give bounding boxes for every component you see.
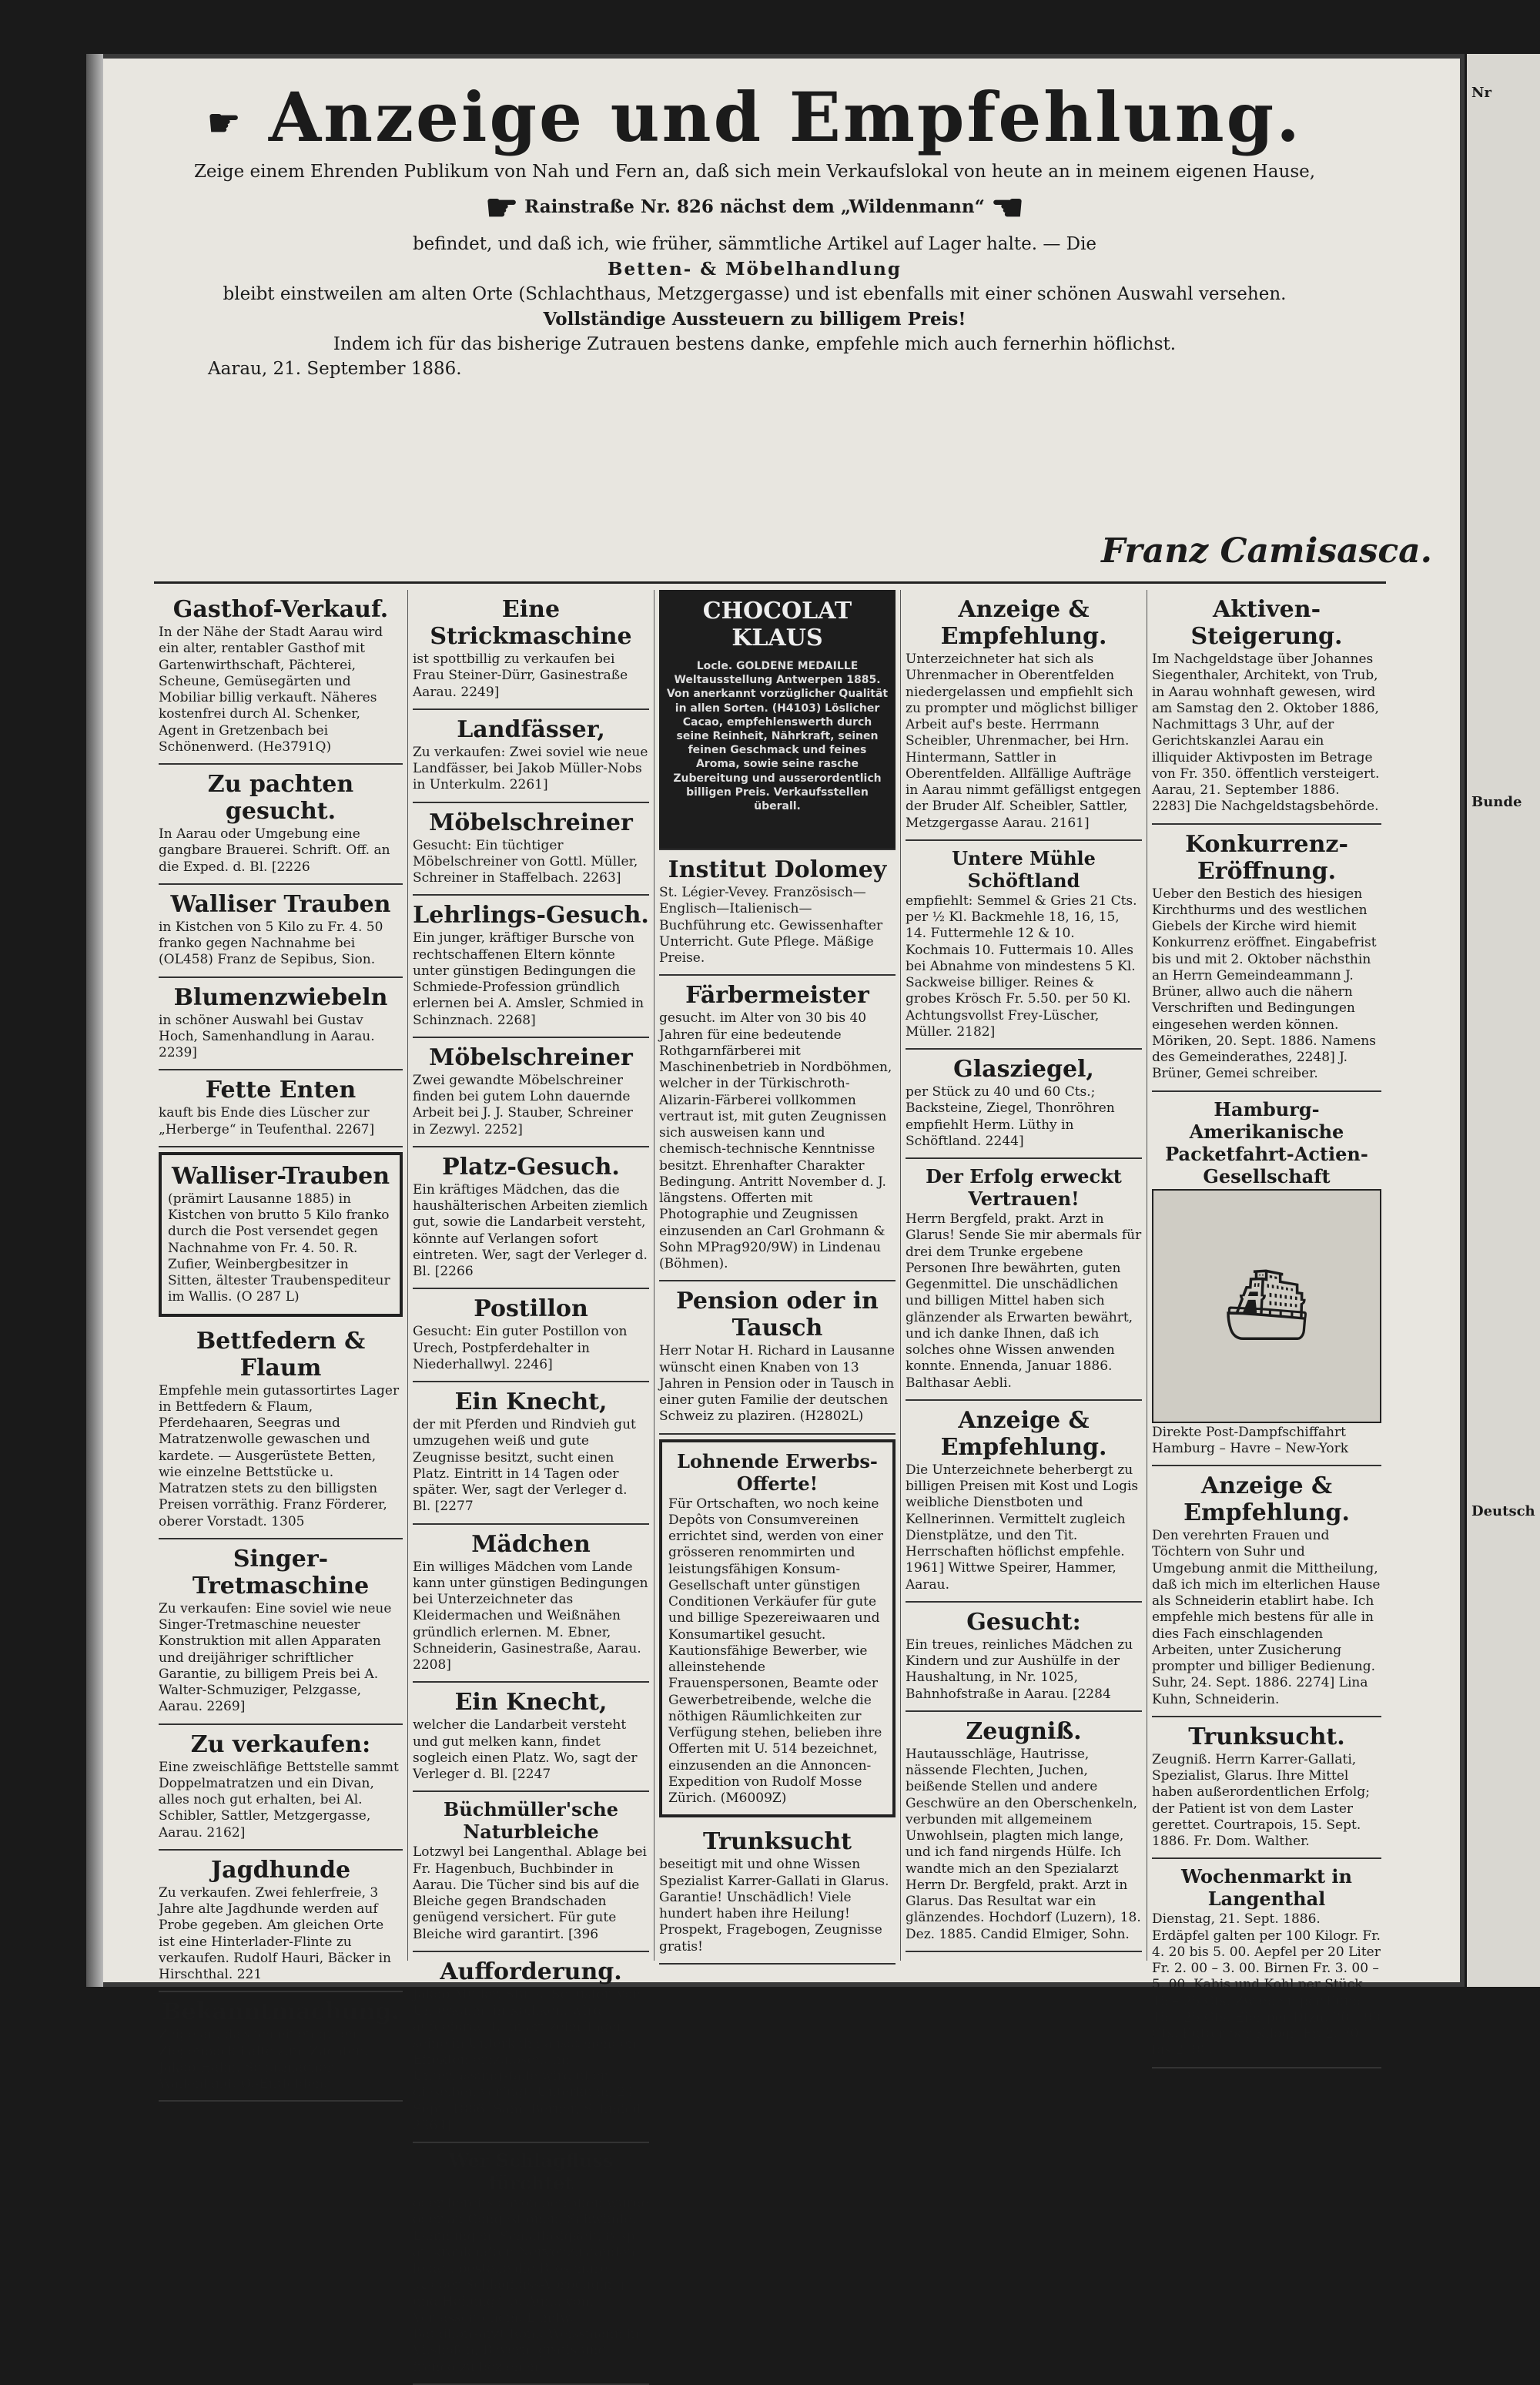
adjacent-page-text: Deutsch	[1471, 1503, 1535, 1519]
classified-ad	[413, 1382, 649, 1525]
classified-ad	[413, 2143, 649, 2385]
ad-title: Postillon	[474, 1295, 588, 1323]
classified-ad	[159, 1539, 403, 1725]
classified-ad	[1152, 590, 1381, 825]
column-4	[901, 590, 1147, 1961]
ad-title: Singer-Tretmaschine	[192, 1545, 370, 1599]
ad-text: Empfehle mein gutassortirtes Lager in Bettfedern & Flaum, Pferdehaaren, Seegras und Matratzenwolle gewaschen und kardete. — Ausgerüstete Betten, wie einzelne Bettstücke u. Matratzen stets zu den billigsten Preisen vorräthig. Franz Förderer, oberer Vorstadt. 1305	[159, 1382, 400, 1529]
header-place-date: Aarau, 21. September 1886.	[208, 359, 462, 379]
header-business: Betten- & Möbelhandlung	[608, 259, 902, 280]
ad-title: Gesucht:	[966, 1608, 1081, 1636]
header-line3: bleibt einstweilen am alten Orte (Schlachthaus, Metzgergasse) und ist ebenfalls mit einer schönen Auswahl versehen.	[223, 284, 1287, 304]
ad-title: Anzeige & Empfehlung.	[940, 1406, 1107, 1461]
header-line1: Zeige einem Ehrenden Publikum von Nah und Fern an, daß sich mein Verkaufslokal von heute an in meinem eigenen Hause,	[193, 162, 1316, 182]
classifieds-grid	[154, 581, 1386, 2375]
ad-text: Ein junger, kräftiger Bursche von rechtschaffenen Eltern könnte unter günstigen Bedingungen die Schmiede-Profession gründlich erlernen bei A. Amsler, Schmied in Schinznach. 2268]	[413, 930, 644, 1028]
ad-title: Der Erfolg erweckt Vertrauen!	[926, 1165, 1122, 1210]
classified-ad	[159, 1725, 403, 1851]
header-line2: befindet, und daß ich, wie früher, sämmtliche Artikel auf Lager halte. — Die	[412, 234, 1097, 254]
classified-ad	[159, 1152, 403, 1317]
ad-title: Wochenmarkt in Langenthal	[1180, 1865, 1352, 1911]
ad-title: Färbermeister	[685, 982, 869, 1010]
classified-ad	[413, 1038, 649, 1147]
ad-text: gesucht. im Alter von 30 bis 40 Jahren für eine bedeutende Rothgarnfärberei mit Maschinenbetrieb in Nordböhmen, welcher in der Türkischroth-Alizarin-Färberei vollkommen vertraut ist, mit guten Zeugnissen sich ausweisen kann und chemisch-technische Kenntnisse besitzt. Ehrenhafter Charakter Bedingung. Antritt November d. J. längstens. Offerten mit Photographie und Zeugnissen einzusenden an Carl Grohmann & Sohn MPrag920/9W) in Lindenau (Böhmen).	[659, 1010, 892, 1271]
ad-text: Zwei gewandte Möbelschreiner finden bei gutem Lohn dauernde Arbeit bei J. J. Stauber, Schreiner in Zezwyl. 2252]	[413, 1072, 633, 1137]
classified-ad	[906, 1401, 1142, 1603]
ad-text: Herr Notar H. Richard in Lausanne wünscht einen Knaben von 13 Jahren in Pension oder in Tausch in einer guten Familie der deutschen Schweiz zu plaziren. (H2802L)	[659, 1343, 896, 1425]
ad-text: Ein williges Mädchen vom Lande kann unter günstigen Bedingungen bei Unterzeichneter das Kleidermachen und Weißnähen gründlich erlernen. M. Ebner, Schneiderin, Gasinestraße, Aarau. 2208]	[413, 1559, 648, 1673]
ad-text: Gesucht: Ein tüchtiger Möbelschreiner von Gottl. Müller, Schreiner in Staffelbach. 2263]	[413, 837, 638, 886]
classified-ad	[1152, 1717, 1381, 1860]
ad-title: Walliser Trauben	[170, 890, 391, 918]
header-line4: Indem ich für das bisherige Zutrauen bestens danke, empfehle mich auch fernerhin höflichst.	[333, 334, 1177, 354]
ad-text: Locle. GOLDENE MEDAILLE Weltausstellung Antwerpen 1885. Von anerkannt vorzüglicher Qualität in allen Sorten. (H4103) Löslicher Cacao, empfehlenswerth durch seine Reinheit, Nährkraft, seinen feinen Geschmack und feines Aroma, sowie seine rasche Zubereitung und ausserordentlich billigen Preis. Verkaufsstellen überall.	[666, 660, 889, 812]
classified-ad	[159, 590, 403, 765]
classified-ad	[906, 590, 1142, 841]
header-slogan: Vollständige Aussteuern zu billigem Preis!	[543, 309, 966, 330]
ad-title: Büchmüller'sche Naturbleiche	[444, 1798, 618, 1844]
ad-text: Die Unterzeichnete beherbergt zu billigen Preisen mit Kost und Logis weibliche Dienstboten und Kellnerinnen. Vermittelt zugleich Dienstplätze, und den Tit. Herrschaften höflichst empfehle. 1961] Wittwe Speirer, Hammer, Aarau.	[906, 1462, 1139, 1593]
classified-ad	[159, 978, 403, 1071]
classified-ad	[413, 896, 649, 1038]
header-title: ☛ Anzeige und Empfehlung.	[207, 77, 1302, 157]
ad-title: Anzeige & Empfehlung.	[940, 596, 1107, 650]
ad-title: Bekanntmachung.	[162, 1998, 400, 2026]
classified-ad	[1152, 1092, 1381, 1467]
ad-text: St. Légier-Vevey. Französisch—Englisch—Italienisch—Buchführung etc. Gewissenhafter Unterricht. Gute Pflege. Mäßige Preise.	[659, 885, 883, 966]
ad-text: beseitigt mit und ohne Wissen Spezialist Karrer-Gallati in Glarus. Garantie! Unschädlich! Viele hundert haben ihre Heilung! Prospekt, Fragebogen, Zeugnisse gratis!	[659, 1857, 889, 1955]
ad-title: Zeugniß.	[966, 1717, 1082, 1745]
classified-ad	[159, 1321, 403, 1539]
ad-text: In der Nähe der Stadt Aarau wird ein alter, rentabler Gasthof mit Gartenwirthschaft, Pächterei, Scheune, Gemüsegärten und Mobiliar billig verkauft. Näheres kostenfrei durch Al. Schenker, Agent in Gretzenbach bei Schönenwerd. (He3791Q)	[159, 625, 383, 755]
classified-ad	[413, 1289, 649, 1382]
ad-text: Herrn Bergfeld, prakt. Arzt in Glarus! Sende Sie mir abermals für drei dem Trunke ergebene Personen Ihre bewährten, guten Gegenmittel. Die unschädlichen und billigen Mittel haben sich glänzender als Erwarten bewährt, und ich danke Ihnen, daß ich solches ohne Wissen anwenden konnte. Ennenda, Januar 1886. Balthasar Aebli.	[906, 1211, 1142, 1391]
ad-title: Trunksucht	[703, 1828, 852, 1856]
adjacent-page-text: Bunde	[1471, 794, 1522, 810]
ad-text: empfiehlt: Semmel & Gries 21 Cts. per ½ Kl. Backmehle 18, 16, 15, 14. Futtermehle 12 & 10. Kochmais 10. Futtermais 10. Alles bei Abnahme von mindestens 5 Kl. Sackweise billiger. Reines & grobes Krösch Fr. 5.50. per 50 Kl. Achtungsvollst Frey-Lüscher, Müller. 2182]	[906, 893, 1137, 1040]
ad-text: Ein kräftiges Mädchen, das die haushälterischen Arbeiten ziemlich gut, sowie die Landarbeit versteht, könnte auf Verlangen sofort eintreten. Wer, sagt der Verleger d. Bl. [2266	[413, 1181, 648, 1279]
book-spine	[86, 54, 103, 1987]
ad-title: CHOCOLAT KLAUS	[702, 598, 852, 652]
ad-text: Gesucht: Ein guter Postillon von Urech, Postpferdehalter in Niederhallwyl. 2246]	[413, 1324, 628, 1372]
ad-text: in schöner Auswahl bei Gustav Hoch, Samenhandlung in Aarau. 2239]	[159, 1012, 375, 1060]
classified-ad	[159, 1992, 403, 2102]
ad-text: Im Nachgeldstage über Johannes Siegenthaler, Architekt, von Trub, in Aarau wohnhaft gewesen, wird am Samstag den 2. Oktober 1886, Nachmittags 3 Uhr, auf der Gerichtskanzlei Aarau ein illiquider Aktivposten im Betrage von Fr. 350. öffentlich versteigert. Aarau, 21. September 1886. 2283] Die Nachgeldstagsbehörde.	[1152, 652, 1380, 815]
ad-title: Hamburg-Amerikanische Packetfahrt-Actien-Gesellschaft	[1165, 1097, 1368, 1187]
ad-title: Untere Mühle Schöftland	[952, 846, 1096, 892]
ad-title: Trunksucht.	[1188, 1723, 1345, 1750]
ad-title: Jagdhunde	[210, 1856, 351, 1884]
classified-ad	[906, 1712, 1142, 1952]
ad-title: Wer Schlagfluss fürchtet	[448, 2149, 614, 2194]
ad-title: Bettfedern & Flaum	[196, 1327, 366, 1382]
adjacent-page-edge	[1467, 54, 1540, 1987]
ad-title: Zu pachten gesucht.	[207, 771, 354, 825]
ad-text: welcher die Landarbeit versteht und gut melken kann, findet sogleich einen Platz. Wo, sagt der Verleger d. Bl. [2247	[413, 1717, 638, 1782]
classified-ad	[906, 1603, 1142, 1712]
column-5	[1147, 590, 1386, 2058]
ad-text: in Kistchen von 5 Kilo zu Fr. 4. 50 franko gegen Nachnahme bei (OL458) Franz de Sepibus, Sion.	[159, 919, 383, 968]
ad-title: Zu verkaufen:	[190, 1730, 371, 1758]
ad-text: Unterzeichneter hat sich als Uhrenmacher in Oberentfelden niedergelassen und empfiehlt sich zu prompter und möglichst billiger Arbeit auf's beste. Herrmann Scheibler, Uhrenmacher, bei Hrn. Hintermann, Sattler in Oberentfelden. Allfällige Aufträge in Aarau nimmt gefälligst entgegen der Bruder Alf. Scheibler, Sattler, Metzgergasse Aarau. 2161]	[906, 652, 1141, 831]
ad-title: Eine Strickmaschine	[430, 596, 632, 650]
ad-text: Jakob Müller, Stülis, Schuster, von Unterkulm, in Kölliken, wird aufgefordert, innert zehn Tagen seine in Unterkulm ausstehenden Effekten einzulösen. Im Unterlassungsfalle wird über dieselben verfügt. Unterkulm, 24. Sept. 1886. Sam. Berner, Schmied. 2264]	[413, 1986, 645, 2133]
ad-title: Fette Enten	[205, 1077, 357, 1104]
classified-ad	[413, 1147, 649, 1290]
ad-text: Ein treues, reinliches Mädchen zu Kindern und zur Aushülfe in der Haushaltung, in Nr. 1025, Bahnhofstraße in Aarau. [2284	[906, 1636, 1133, 1702]
ad-title: Ein Knecht,	[454, 1689, 608, 1717]
ad-text: Direkte Post-Dampfschiffahrt Hamburg – Havre – New-York	[1152, 1424, 1349, 1456]
column-3	[654, 590, 901, 1961]
classified-ad	[413, 710, 649, 803]
classified-ad	[413, 1683, 649, 1792]
classified-ad	[159, 1070, 403, 1147]
ad-title: Aufforderung.	[440, 1958, 622, 1985]
ad-text: Zu verkaufen: Eine soviel wie neue Singer-Tretmaschine neuester Konstruktion mit allen Apparaten und dreijähriger schriftlicher Garantie, zu billigem Preis bei A. Walter-Schmuziger, Pelzgasse, Aarau. 2269]	[159, 1600, 392, 1715]
ad-text: Lotzwyl bei Langenthal. Ablage bei Fr. Hagenbuch, Buchbinder in Aarau. Die Tücher sind bis auf die Bleiche gegen Brandschaden genügend versichert. Für gute Bleiche wird garantirt. [396	[413, 1844, 647, 1942]
ad-text: Zu verkaufen. Zwei fehlerfreie, 3 Jahre alte Jagdhunde werden auf Probe gegeben. Am gleichen Orte ist eine Hinterlader-Flinte zu verkaufen. Rudolf Hauri, Bäcker in Hirschthal. 221	[159, 1884, 391, 1982]
ad-title: Möbelschreiner	[429, 809, 633, 836]
classified-ad	[659, 976, 896, 1281]
ad-title: Landfässer,	[457, 715, 605, 743]
classified-ad	[413, 1792, 649, 1952]
column-1	[154, 590, 408, 2092]
classified-ad	[906, 841, 1142, 1050]
ad-title: Konkurrenz-Eröffnung.	[1185, 830, 1348, 885]
classified-ad	[1152, 825, 1381, 1092]
ad-text: Ueber den Bestich des hiesigen Kirchthurms und des westlichen Giebels der Kirche wird hiemit Konkurrenz eröffnet. Eingabefrist bis und mit 2. Oktober nächsthin an Herrn Gemeindeammann J. Brüner, allwo auch die nähern Verschriften und Bedingungen eingesehen werden können. Möriken, 20. Sept. 1886. Namens des Gemeinderathes, 2248] J. Brüner, Gemei schreiber.	[1152, 886, 1377, 1082]
ad-text: der mit Pferden und Rindvieh gut umzugehen weiß und gute Zeugnisse besitzt, sucht einen Platz. Eintritt in 14 Tagen oder später. Wer, sagt der Verleger d. Bl. [2277	[413, 1417, 636, 1515]
ad-title: Pension oder in Tausch	[676, 1288, 879, 1342]
classified-ad	[159, 765, 403, 885]
ad-title: Mädchen	[471, 1530, 591, 1558]
ad-text: Zu verkaufen: Zwei soviel wie neue Landfässer, bei Jakob Müller-Nobs in Unterkulm. 2261]	[413, 744, 648, 793]
classified-ad	[159, 1851, 403, 1993]
column-2	[408, 590, 654, 2375]
ad-title: Blumenzwiebeln	[173, 983, 388, 1011]
ad-text: Hautausschläge, Hautrisse, nässende Flechten, Juchen, beißende Stellen und andere Geschwüre an den Oberschenkeln, verbunden mit allgemeinem Unwohlsein, plagten mich lange, und ich fand nirgends Hülfe. Ich wandte mich an den Spezialarzt Herrn Dr. Bergfeld, prakt. Arzt in Glarus. Das Resultat war ein glänzendes. Hochdorf (Luzern), 18. Dez. 1885. Candid Elmiger, Sohn.	[906, 1746, 1141, 1942]
pointing-hand-left-icon: ☚	[990, 186, 1024, 229]
classified-ad	[659, 850, 896, 976]
ad-title: Ein Knecht,	[454, 1388, 608, 1415]
ad-title: Anzeige & Empfehlung.	[1183, 1472, 1350, 1526]
classified-ad	[159, 885, 403, 978]
ad-title: Möbelschreiner	[429, 1043, 633, 1071]
ad-text: In Aarau oder Umgebung eine gangbare Brauerei. Schrift. Off. an die Exped. d. Bl. [2226	[159, 826, 390, 875]
header-address: ☛ Rainstraße Nr. 826 nächst dem „Wildenmann“ ☚	[485, 186, 1024, 229]
ad-text: Für Ortschaften, wo noch keine Depôts von Consumvereinen errichtet sind, werden von einer grösseren renommirten und leistungsfähigen Konsum-Gesellschaft unter günstigen Conditionen Verkäufer für gute und billige Spezereiwaaren und Konsumartikel gesucht. Kautionsfähige Bewerber, wie alleinstehende Frauenspersonen, Beamte oder Gewerbetreibende, welche die nöthigen Räumlichkeiten zur Verfügung stehen, belieben ihre Offerten mit U. 514 bezeichnet, einzusenden an die Annoncen-Expedition von Rudolf Mosse Zürich. (M6009Z)	[668, 1496, 884, 1806]
ad-title: Glasziegel,	[953, 1056, 1094, 1083]
ad-title: Aktiven-Steigerung.	[1190, 596, 1343, 650]
classified-ad	[659, 1439, 896, 1818]
ad-title: Platz-Gesuch.	[442, 1153, 620, 1181]
classified-ad	[413, 1525, 649, 1683]
header-advertisement	[116, 62, 1394, 384]
ad-title: Institut Dolomey	[668, 856, 887, 883]
ad-title: Gasthof-Verkauf.	[172, 596, 389, 623]
ad-text: per Stück zu 40 und 60 Cts.; Backsteine, Ziegel, Thonröhren empfiehlt Herm. Lüthy in Schöftland. 2244]	[906, 1084, 1115, 1149]
classified-ad	[413, 1952, 649, 2143]
classified-ad	[413, 590, 649, 710]
classified-ad	[906, 1050, 1142, 1159]
adjacent-page-text: Nr	[1471, 85, 1491, 101]
classified-ad	[659, 1822, 896, 1965]
ad-text: Dienstag, 21. Sept. 1886. Erdäpfel galten per 100 Kilogr. Fr. 4. 20 bis 5. 00. Aepfel per 20 Liter Fr. 2. 00 – 3. 00. Birnen Fr. 3. 00 – 5. 00. Kabis und Kohl per Stück 15 – 25 Cts. Zwiebeln per Bund 15 – 25 Cts. Eier per Dtzd. 80 – 90 Cts. Butter per Kilogr. Fr. 2. 70 bis 2. 90.	[1152, 1911, 1381, 2058]
ad-text: ist spottbillig zu verkaufen bei Frau Steiner-Dürr, Gasinestraße Aarau. 2249]	[413, 652, 628, 700]
classified-ad	[1152, 1859, 1381, 2068]
classified-ad	[906, 1159, 1142, 1401]
ad-text: (prämirt Lausanne 1885) in Kistchen von brutto 5 Kilo franko durch die Post versendet gegen Nachnahme von Fr. 4. 50. R. Zufier, Weinbergbesitzer in Sitten, ältester Traubenspediteur im Wallis. (O 287 L)	[168, 1191, 390, 1305]
ad-text: Den verehrten Frauen und Töchtern von Suhr und Umgebung anmit die Mittheilung, daß ich mich im elterlichen Hause als Schneiderin etablirt habe. Ich empfehle mich bestens für alle in dies Fach einschlagenden Arbeiten, unter Zusicherung prompter und billiger Bedienung. Suhr, 24. Sept. 1886. 2274] Lina Kuhn, Schneiderin.	[1152, 1528, 1381, 1707]
classified-ad	[659, 590, 896, 850]
steamship-icon: ⛴	[1152, 1189, 1381, 1423]
ad-text: kauft bis Ende dies Lüscher zur „Herberge“ in Teufenthal. 2267]	[159, 1105, 375, 1137]
ad-text: Zeugniß. Herrn Karrer-Gallati, Spezialist, Glarus. Ihre Mittel haben außerordentlichen Erfolg; der Patient ist von dem Laster gerettet. Courtrapois, 15. Sept. 1886. Fr. Dom. Walther.	[1152, 1751, 1370, 1849]
ad-title: Lohnende Erwerbs-Offerte!	[677, 1449, 878, 1495]
classified-ad	[659, 1281, 896, 1434]
ad-title: Walliser-Trauben	[171, 1162, 390, 1190]
classified-ad	[1152, 1466, 1381, 1717]
ad-text: Zeige an, daß ich einen guten Ziegenbock halte zum Züchten. Jakob Hahn, Schutmacher Wallenland, O.-Entfelden.	[159, 2027, 369, 2092]
ad-text: oder bereits davon betroffen wurde oder an Congestionen, Schwindel, Lähmungen, Schlaflosigkeit, resp. an krankhaften Nervenzuständen leidet, bestelle die Broschüre „Ueber Schlagfluss-Vorbeugung und Heilung“, 5. Aufl., vom Verfasser, ehem. Landw. Bataillonsarzt Rom, Weissmann in Vilshofen, Bayern, gratis und franco zu beziehen.	[413, 2196, 649, 2375]
pointing-hand-icon: ☛	[485, 186, 519, 229]
pointing-hand-icon: ☛	[207, 102, 243, 145]
header-signature: Franz Camisasca.	[1101, 531, 1432, 571]
classified-ad	[413, 803, 649, 896]
ad-text: Eine zweischläfige Bettstelle sammt Doppelmatratzen und ein Divan, alles noch gut erhalten, bei Al. Schibler, Sattler, Metzgergasse, Aarau. 2162]	[159, 1759, 399, 1841]
ad-title: Lehrlings-Gesuch.	[413, 902, 649, 930]
